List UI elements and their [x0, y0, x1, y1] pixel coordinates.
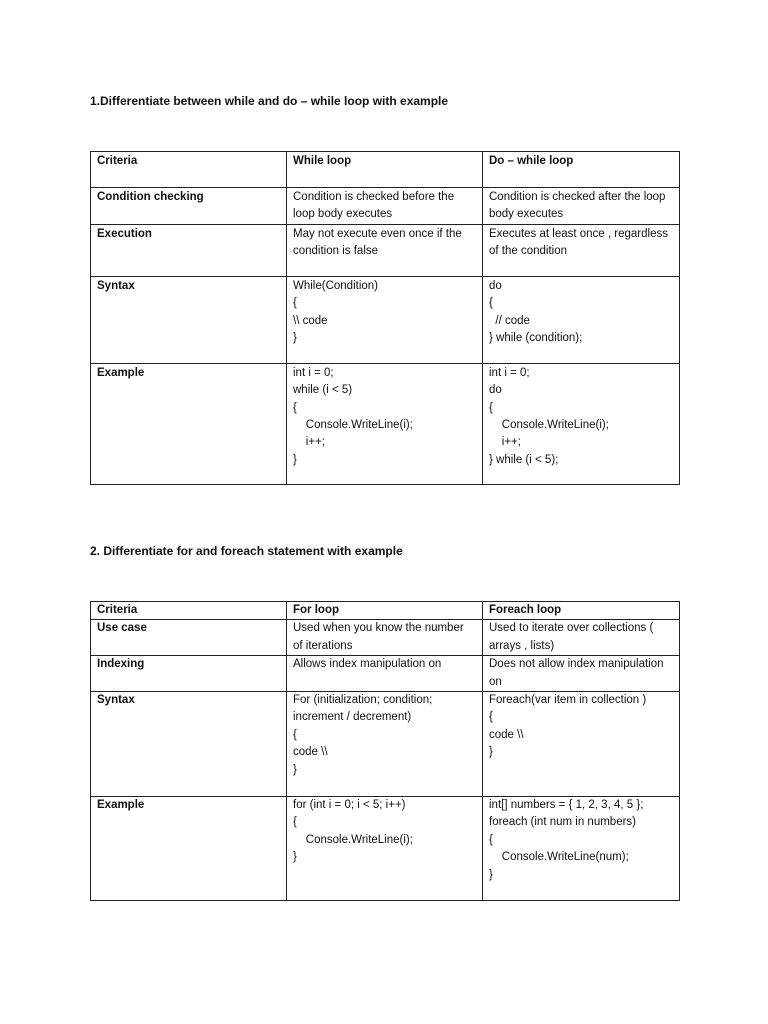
table-row [91, 797, 680, 901]
row-criteria: Use case [91, 620, 287, 656]
row-cell-code: int i = 0; while (i < 5) { Console.WriteLine(i); i++; } [287, 363, 483, 484]
row-cell-code: for (int i = 0; i < 5; i++) { Console.WriteLine(i); } [287, 797, 483, 901]
table-header-row [91, 602, 680, 620]
table-row [91, 188, 680, 225]
section-2-heading: 2. Differentiate for and foreach statement with example [90, 544, 403, 558]
table-row [91, 692, 680, 797]
row-criteria: Execution [91, 224, 287, 276]
row-cell-code: int i = 0; do { Console.WriteLine(i); i++; } while (i < 5); [483, 363, 680, 484]
while-vs-do-while-table [90, 151, 680, 485]
row-cell-code: int[] numbers = { 1, 2, 3, 4, 5 }; foreach (int num in numbers) { Console.WriteLine(num); } [483, 797, 680, 901]
row-cell: Condition is checked after the loop body executes [483, 188, 680, 225]
header-foreach-loop: Foreach loop [483, 602, 680, 620]
header-do-while-loop: Do – while loop [483, 152, 680, 188]
section-1-heading: 1.Differentiate between while and do – while loop with example [90, 94, 449, 108]
row-cell: Condition is checked before the loop body executes [287, 188, 483, 225]
row-criteria: Example [91, 797, 287, 901]
row-cell-code: do { // code } while (condition); [483, 276, 680, 363]
header-criteria: Criteria [91, 602, 287, 620]
row-criteria: Syntax [91, 692, 287, 797]
row-cell-code: While(Condition) { \\ code } [287, 276, 483, 363]
table-header-row [91, 152, 680, 188]
row-cell-code: For (initialization; condition; increment / decrement) { code \\ } [287, 692, 483, 797]
table-row [91, 276, 680, 363]
row-criteria: Example [91, 363, 287, 484]
row-cell: Used to iterate over collections ( arrays , lists) [483, 620, 680, 656]
row-cell: Allows index manipulation on [287, 656, 483, 692]
row-cell: May not execute even once if the condition is false [287, 224, 483, 276]
row-criteria: Condition checking [91, 188, 287, 225]
table-row [91, 224, 680, 276]
row-cell: Used when you know the number of iterations [287, 620, 483, 656]
table-row [91, 656, 680, 692]
row-cell-code: Foreach(var item in collection ) { code \\ } [483, 692, 680, 797]
row-criteria: Indexing [91, 656, 287, 692]
row-criteria: Syntax [91, 276, 287, 363]
for-vs-foreach-table [90, 601, 680, 901]
row-cell: Does not allow index manipulation on [483, 656, 680, 692]
row-cell: Executes at least once , regardless of the condition [483, 224, 680, 276]
header-while-loop: While loop [287, 152, 483, 188]
header-criteria: Criteria [91, 152, 287, 188]
table-row [91, 620, 680, 656]
header-for-loop: For loop [287, 602, 483, 620]
table-row [91, 363, 680, 484]
